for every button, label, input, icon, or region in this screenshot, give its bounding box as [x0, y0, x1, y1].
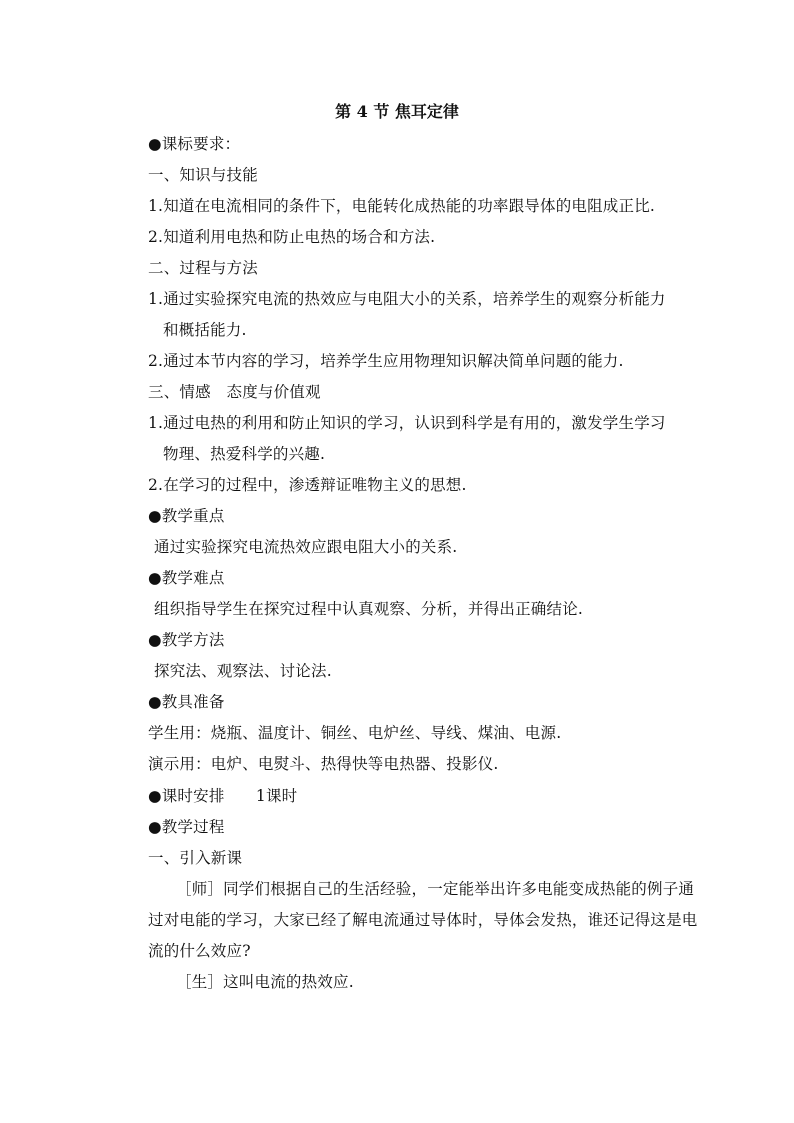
list-item: 1.通过电热的利用和防止知识的学习，认识到科学是有用的，激发学生学习 — [148, 414, 666, 432]
materials-demo: 演示用：电炉、电熨斗、热得快等电热器、投影仪. — [148, 755, 499, 773]
section-course-requirements: ●课标要求： — [148, 135, 241, 153]
list-item-continuation: 和概括能力. — [163, 321, 247, 339]
heading-knowledge-skills: 一、知识与技能 — [148, 166, 258, 184]
heading-emotion-values: 三、情感 态度与价值观 — [148, 383, 321, 401]
list-item: 1.通过实验探究电流的热效应与电阻大小的关系，培养学生的观察分析能力 — [148, 290, 666, 308]
materials-student: 学生用：烧瓶、温度计、铜丝、电炉丝、导线、煤油、电源. — [148, 724, 562, 742]
list-item: 2.通过本节内容的学习，培养学生应用物理知识解决简单问题的能力. — [148, 352, 624, 370]
paragraph-line: 流的什么效应? — [148, 942, 251, 960]
section-methods: ●教学方法 — [148, 631, 225, 649]
page-title: 第 4 节 焦耳定律 — [335, 102, 459, 121]
list-item: 2.在学习的过程中，渗透辩证唯物主义的思想. — [148, 476, 467, 494]
section-difficulties: ●教学难点 — [148, 569, 225, 587]
heading-introduce-lesson: 一、引入新课 — [148, 849, 243, 867]
section-body-text: 探究法、观察法、讨论法. — [154, 662, 332, 680]
list-item: 1.知道在电流相同的条件下，电能转化成热能的功率跟导体的电阻成正比. — [148, 197, 656, 215]
list-item-continuation: 物理、热爱科学的兴趣. — [163, 445, 326, 463]
paragraph-line: ［生］这叫电流的热效应. — [176, 973, 354, 991]
list-item: 2.知道利用电热和防止电热的场合和方法. — [148, 228, 436, 246]
section-body-text: 通过实验探究电流热效应跟电阻大小的关系. — [154, 538, 458, 556]
section-key-points: ●教学重点 — [148, 507, 225, 525]
section-body-text: 组织指导学生在探究过程中认真观察、分析，并得出正确结论. — [154, 600, 584, 618]
section-teaching-process: ●教学过程 — [148, 818, 225, 836]
paragraph-line: 过对电能的学习，大家已经了解电流通过导体时，导体会发热，谁还记得这是电 — [148, 911, 698, 929]
heading-process-method: 二、过程与方法 — [148, 259, 258, 277]
paragraph-line: ［师］同学们根据自己的生活经验，一定能举出许多电能变成热能的例子通 — [176, 880, 695, 898]
section-materials: ●教具准备 — [148, 693, 225, 711]
section-schedule: ●课时安排 1课时 — [148, 787, 298, 805]
